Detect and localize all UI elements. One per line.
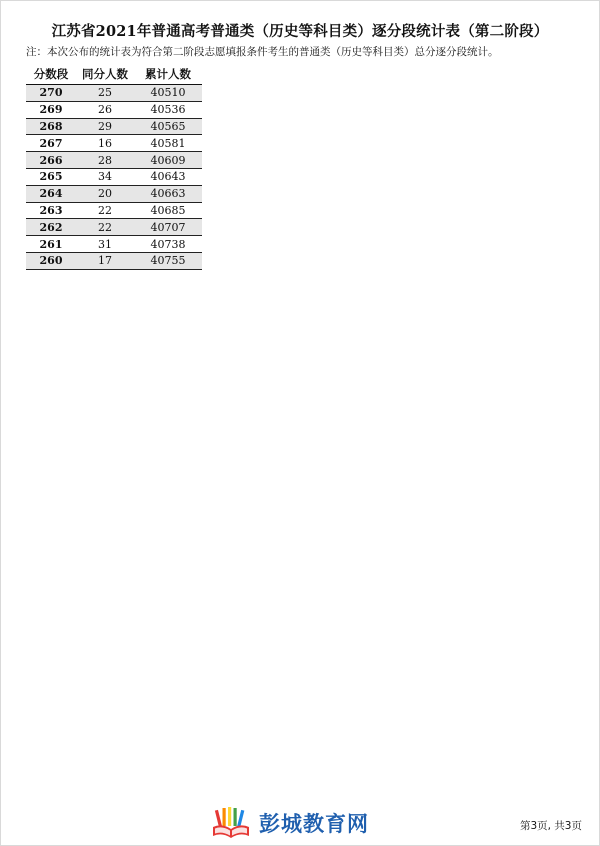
site-logo [211,806,369,840]
cell-score: 263 [26,202,76,219]
cell-cumulative-count: 40685 [134,202,202,219]
cell-cumulative-count: 40738 [134,236,202,253]
cell-cumulative-count: 40581 [134,135,202,152]
cell-cumulative-count: 40609 [134,152,202,169]
table-row [26,152,202,169]
cell-score: 269 [26,101,76,118]
cell-cumulative-count: 40707 [134,219,202,236]
cell-score: 261 [26,236,76,253]
cell-same-count: 34 [76,168,134,185]
table-row [26,118,202,135]
cell-score: 265 [26,168,76,185]
book-pencil-icon [211,807,251,839]
score-table [26,64,202,270]
cell-score: 267 [26,135,76,152]
cell-cumulative-count: 40565 [134,118,202,135]
document-title: 江苏省2021年普通高考普通类（历史等科目类）逐分段统计表（第二阶段） [51,23,549,40]
logo-text: 彭城教育网 [259,812,369,836]
table-row [26,185,202,202]
cell-score: 262 [26,219,76,236]
table-row [26,236,202,253]
cell-cumulative-count: 40755 [134,252,202,269]
table-row [26,101,202,118]
header-same-count: 同分人数 [76,64,134,85]
table-row [26,85,202,102]
cell-score: 268 [26,118,76,135]
cell-score: 270 [26,85,76,102]
table-row [26,168,202,185]
table-row [26,135,202,152]
table-note: 注：本次公布的统计表为符合第二阶段志愿填报条件考生的普通类（历史等科目类）总分逐分段统计。 [26,46,499,58]
cell-same-count: 17 [76,252,134,269]
cell-score: 260 [26,252,76,269]
cell-cumulative-count: 40643 [134,168,202,185]
table-row [26,252,202,269]
header-cumulative-count: 累计人数 [134,64,202,85]
cell-same-count: 22 [76,219,134,236]
page-number: 第3页, 共3页 [519,820,582,832]
cell-same-count: 22 [76,202,134,219]
cell-score: 264 [26,185,76,202]
cell-same-count: 16 [76,135,134,152]
header-score: 分数段 [26,64,76,85]
cell-same-count: 31 [76,236,134,253]
cell-same-count: 20 [76,185,134,202]
cell-score: 266 [26,152,76,169]
cell-same-count: 29 [76,118,134,135]
table-header-row [26,64,202,85]
cell-same-count: 26 [76,101,134,118]
cell-cumulative-count: 40510 [134,85,202,102]
cell-same-count: 28 [76,152,134,169]
table-row [26,219,202,236]
cell-cumulative-count: 40536 [134,101,202,118]
cell-same-count: 25 [76,85,134,102]
table-row [26,202,202,219]
cell-cumulative-count: 40663 [134,185,202,202]
